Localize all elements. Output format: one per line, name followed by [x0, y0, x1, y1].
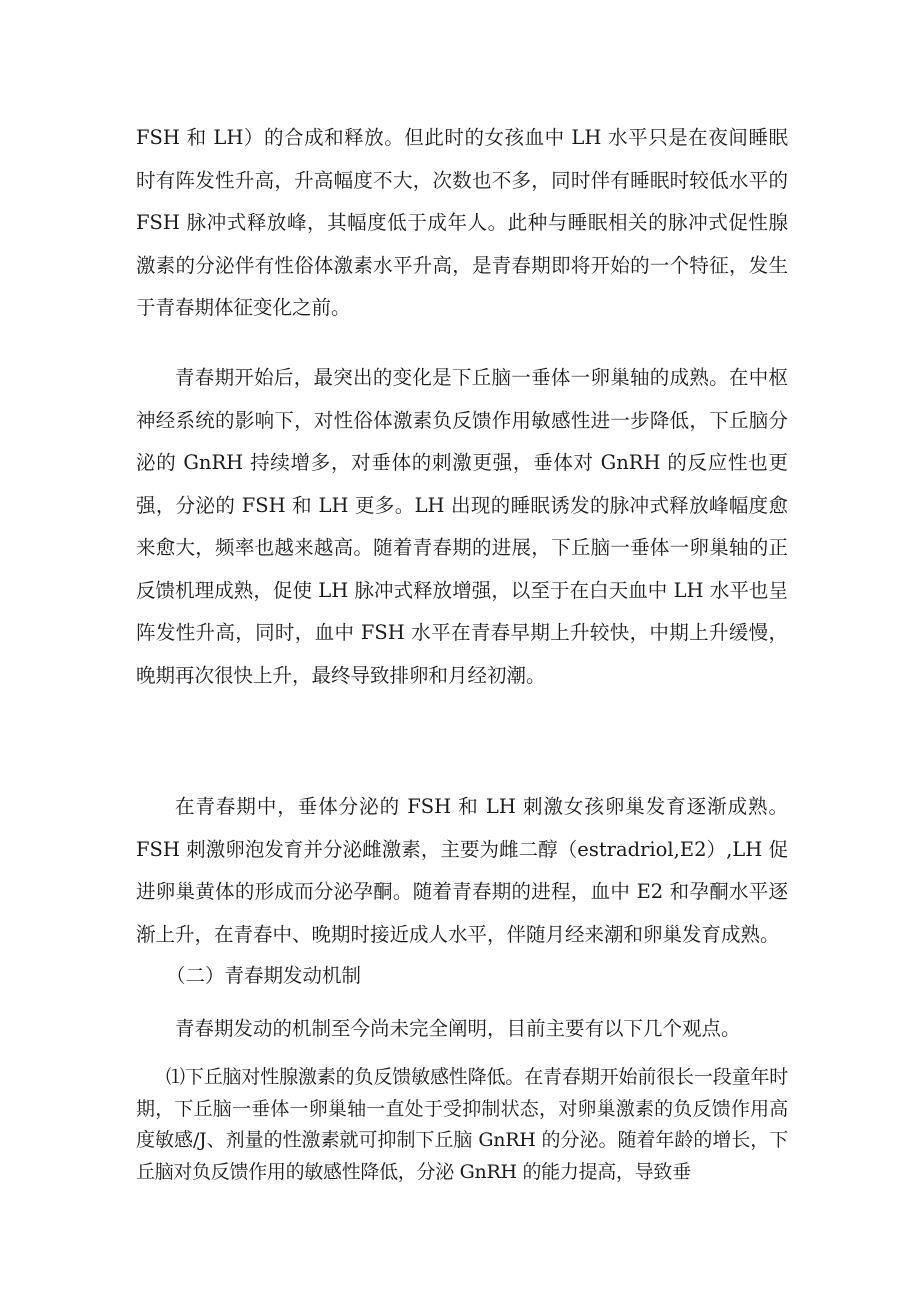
- paragraph-puberty-onset: 青春期开始后，最突出的变化是下丘脑一垂体一卵巢轴的成熟。在中枢神经系统的影响下，对性俗体激素负反馈作用敏感性进一步降低，下丘脑分泌的 GnRH 持续增多，对垂体的刺激更强，垂体对 GnRH 的反应性也更强，分泌的 FSH 和 LH 更多。LH 出现的睡眠诱发的脉冲式释放峰幅度愈来愈大，频率也越来越高。随着青春期的进展，下丘脑一垂体一卵巢轴的正反馈机理成熟，促使 LH 脉冲式释放增强，以至于在白天血中 LH 水平也呈阵发性升高，同时，血中 FSH 水平在青春早期上升较快，中期上升缓慢，晚期再次很快上升，最终导致排卵和月经初潮。: [136, 366, 788, 687]
- paragraph-gonadotropin-sleep: FSH 和 LH）的合成和释放。但此时的女孩血中 LH 水平只是在夜间睡眠时有阵发性升高，升高幅度不大，次数也不多，同时伴有睡眠时较低水平的 FSH 脉冲式释放峰，其幅度低于成年人。此种与睡眠相关的脉冲式促性腺激素的分泌伴有性俗体激素水平升高，是青春期即将开始的一个特征，发生于青春期体征变化之前。: [136, 126, 788, 319]
- paragraph-ovary-maturation: 在青春期中，垂体分泌的 FSH 和 LH 刺激女孩卵巢发育逐渐成熟。FSH 刺激卵泡发育并分泌雌激素，主要为雌二醇（estradriol,E2）,LH 促进卵巢黄体的形成而分泌孕酮。随着青春期的进程，血中 E2 和孕酮水平逐渐上升，在青春中、晚期时接近成人水平，伴随月经来潮和卵巢发育成熟。: [136, 795, 788, 946]
- paragraph-point-1: ⑴下丘脑对性腺激素的负反馈敏感性降低。在青春期开始前很长一段童年时期，下丘脑一垂体一卵巢轴一直处于受抑制状态，对卵巢激素的负反馈作用高度敏感/J、剂量的性激素就可抑制下丘脑 GnRH 的分泌。随着年龄的增长，下丘脑对负反馈作用的敏感性降低，分泌 GnRH 的能力提高，导致垂: [136, 1066, 788, 1183]
- paragraph-mechanism-intro: 青春期发动的机制至今尚未完全阐明，目前主要有以下几个观点。: [175, 1017, 741, 1040]
- section-heading: （二）青春期发动机制: [166, 964, 362, 987]
